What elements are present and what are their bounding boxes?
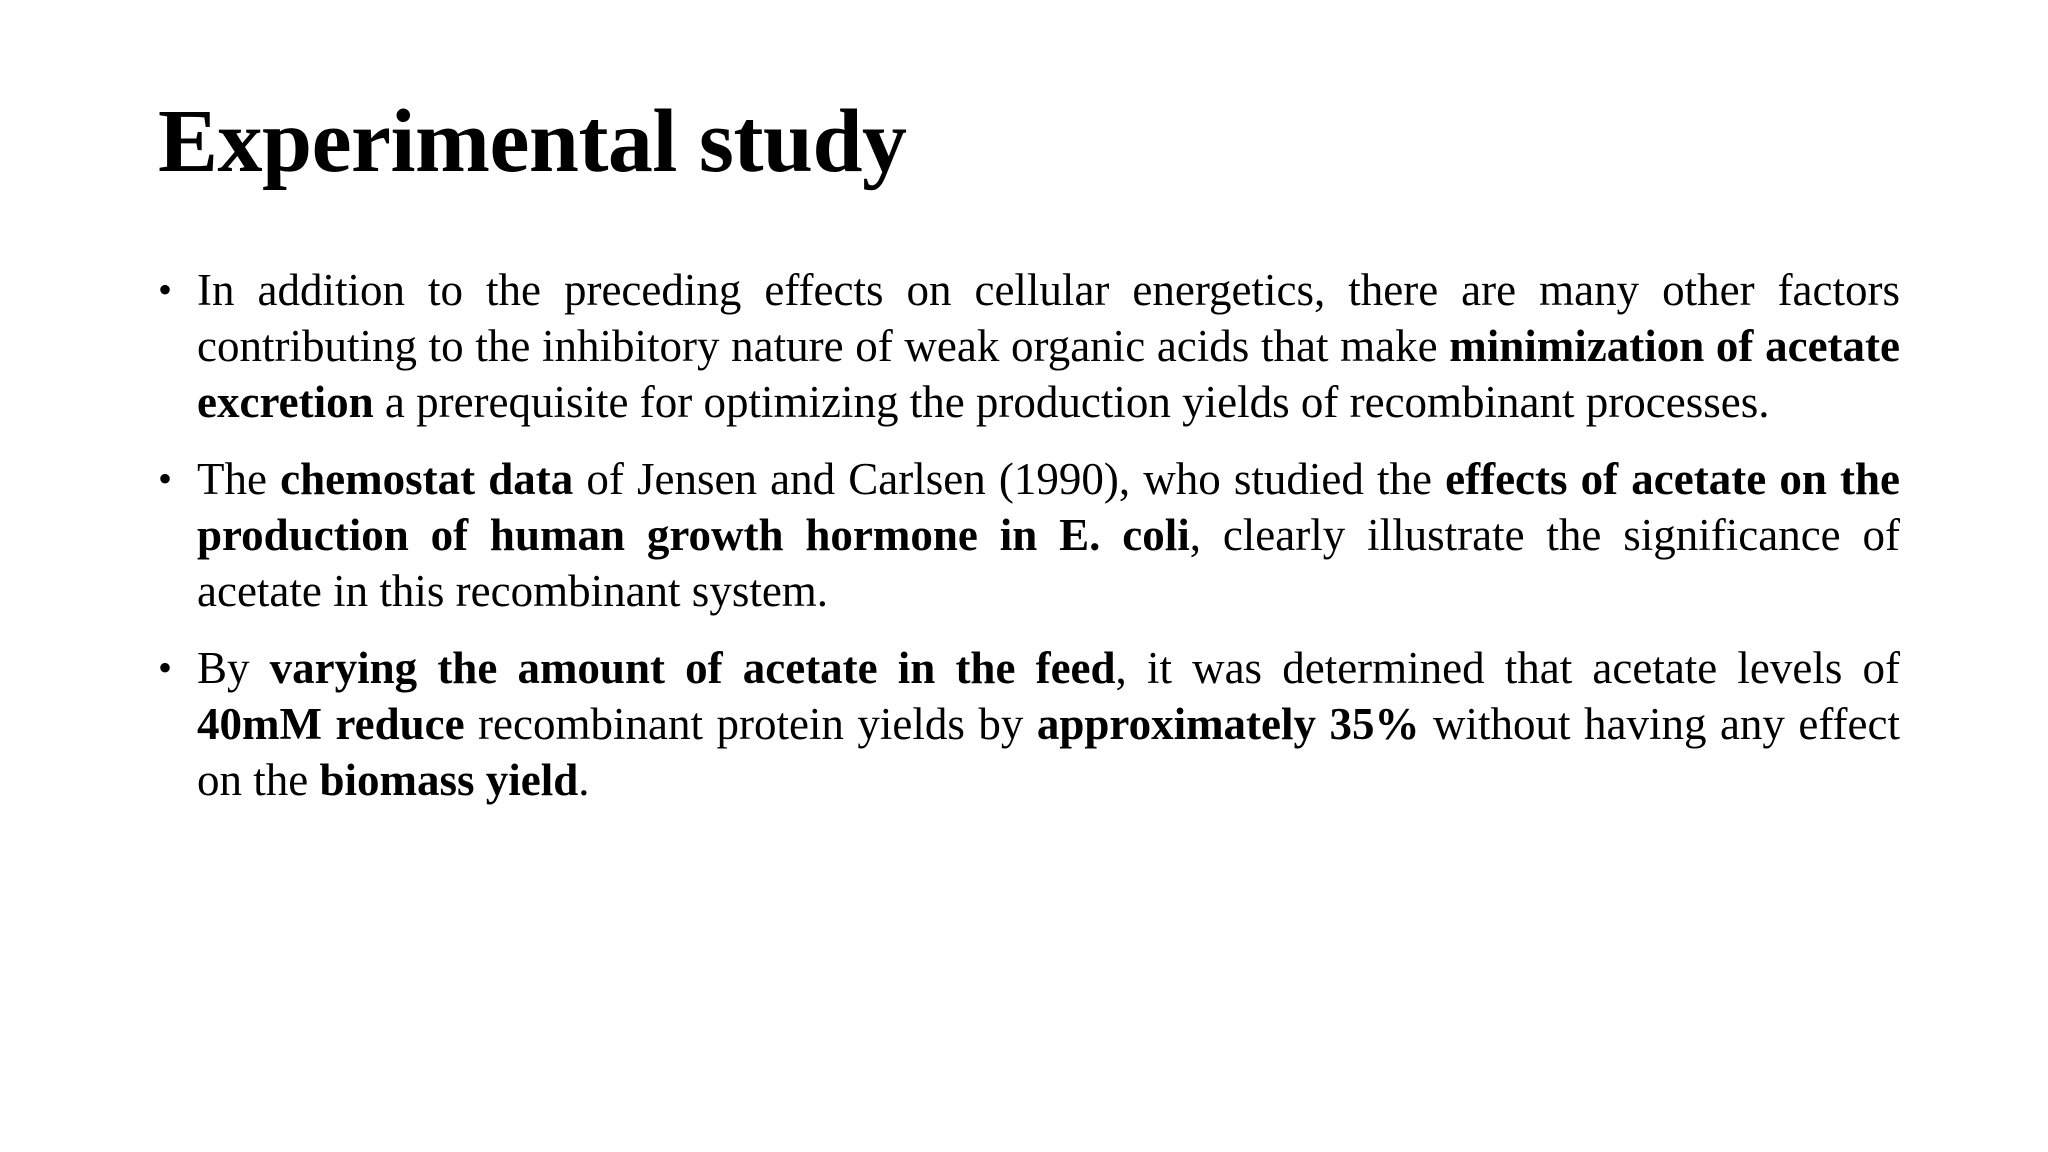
bullet-dot-icon: •: [158, 456, 173, 501]
bullet-bold-segment: minimization of acetate excretion: [197, 321, 1900, 427]
bullet-text-segment: By: [197, 643, 270, 693]
bullet-bold-segment: biomass yield: [319, 755, 579, 805]
bullet-text-segment: , it was determined that acetate levels of: [1115, 643, 1901, 693]
bullet-bold-segment: approximately 35%: [1036, 699, 1420, 749]
slide-title: Experimental study: [158, 92, 907, 191]
bullet-item: [158, 262, 1900, 430]
bullet-text-segment: without having any effect on the: [197, 699, 1900, 805]
bullet-dot-icon: •: [158, 267, 173, 312]
bullet-text-segment: In addition to the preceding effects on cellular energetics, there are many other factors contributing to the inhibitory nature of weak organic acids that make: [197, 265, 1900, 371]
bullet-bold-segment: 40mM reduce: [197, 699, 465, 749]
bullet-text-segment: .: [578, 755, 590, 805]
bullet-dot-icon: •: [158, 645, 173, 690]
bullet-text-segment: a prerequisite for optimizing the production yields of recombinant processes.: [373, 377, 1770, 427]
bullet-bold-segment: varying the amount of acetate in the feed: [269, 643, 1116, 693]
bullet-item: [158, 451, 1900, 619]
bullet-item: [158, 640, 1900, 808]
bullet-text-segment: , clearly illustrate the significance of acetate in this recombinant system.: [197, 510, 1900, 616]
bullet-text-segment: The: [197, 454, 281, 504]
bullet-bold-segment: effects of acetate on the production of human growth hormone in E. coli: [197, 454, 1900, 560]
bullet-list: [158, 262, 1900, 829]
bullet-text-segment: recombinant protein yields by: [464, 699, 1037, 749]
bullet-text-segment: of Jensen and Carlsen (1990), who studied the: [573, 454, 1446, 504]
bullet-bold-segment: chemostat data: [280, 454, 574, 504]
